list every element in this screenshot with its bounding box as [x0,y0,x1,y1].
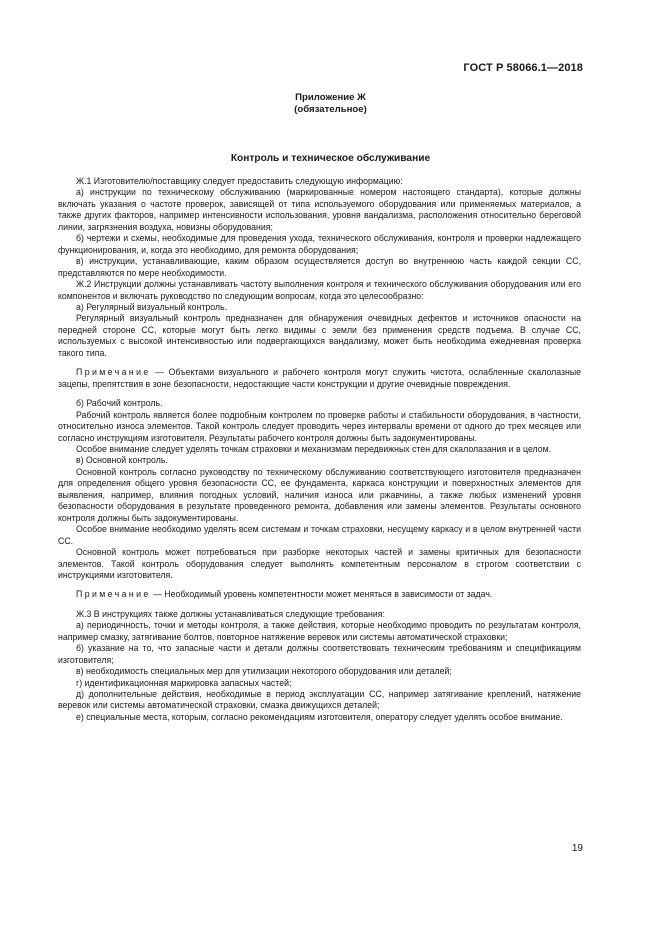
list-item-zh1-v: в) инструкции, устанавливающие, каким образом осуществляется доступ во внутреннюю часть каждой секции СС, представляются по мере необходимости. [58,256,581,278]
paragraph-disassembly: Основной контроль может потребоваться при разборке некоторых частей и замены критичных для безопасности элементов. Такой контроль оборудования следует выполнять компетентным персоналом в строгом соответствии с инструкциями изготовителя. [58,547,581,580]
note-label: Примечание [76,367,151,378]
list-item-zh1-b: б) чертежи и схемы, необходимые для проведения ухода, технического обслуживания, контроля и проверки надлежащего функционирования, и, когда это необходимо, для ремонта оборудования; [58,233,581,255]
list-item-zh1-a: а) инструкции по техническому обслуживанию (маркированные номером настоящего стандарта), которые должны включать указания о частоте проверок, зависящей от типа используемого оборудования или применяемых материалов, а также других факторов, например интенсивности использования, уровня вандализма, расположения относительно береговой линии, загрязнения воздуха, новизны оборудования; [58,187,581,232]
list-item-zh3-d: д) дополнительные действия, необходимые в период эксплуатации СС, например затягивание креплений, натяжение веревок или системы автоматической страховки, смазка движущихся деталей; [58,689,581,711]
paragraph-zh3: Ж.3 В инструкциях также должны устанавливаться следующие требования: [76,608,385,619]
list-item-zh2-b: б) Рабочий контроль. [76,398,163,409]
list-item-zh3-e: е) специальные места, которым, согласно рекомендациям изготовителя, оператору следует уделять особое внимание. [76,711,563,722]
note-2 [58,589,581,600]
annex-status: (обязательное) [294,104,367,115]
body-text [58,176,581,723]
list-item-zh2-a: а) Регулярный визуальный контроль. [76,301,228,312]
paragraph-zh1: Ж.1 Изготовителю/поставщику следует предоставить следующую информацию: [76,176,403,186]
list-item-zh3-g: г) идентификационная маркировка запасных частей; [76,677,292,688]
annex-title: Приложение Ж [295,92,366,103]
paragraph-special-attention-1: Особое внимание следует уделять точкам страховки и механизмам передвижных стен для скалолазания и в целом. [76,443,552,454]
page-number: 19 [571,843,583,854]
paragraph-main-control: Основной контроль согласно руководству по техническому обслуживанию соответствующего изготовителя предназначен для определения общего уровня безопасности СС, ее фундамента, каркаса конструкции и поверхностных элементов для выявления, например, влияния погодных условий, наличия износа или ржавчины, а также любых изменений уровня безопасности оборудования в результате проведенного ремонта, добавления или замены элементов. Результаты основного контроля должны быть задокументированы. [58,466,581,523]
note-1 [58,367,581,390]
note-text: — Объектами визуального и рабочего контроля могут служить чистота, ослабленные скалолазные зацепы, препятствия в зоне безопасности, недостающие части конструкции и другие очевидные повреждения. [58,367,581,389]
paragraph-operational-control: Рабочий контроль является более подробным контролем по проверке работы и стабильности оборудования, в частности, относительно износа элементов. Такой контроль следует проводить через интервалы времени от одного до трех месяцев или согласно инструкциям изготовителя. Результаты рабочего контроля должны быть задокументированы. [58,409,581,443]
note-label: Примечание [76,589,151,600]
standard-number: ГОСТ Р 58066.1—2018 [463,62,583,74]
list-item-zh2-v: в) Основной контроль. [76,455,168,466]
list-item-zh3-a: а) периодичность, точки и методы контроля, а также действия, которые необходимо проводить по результатам контроля, например смазку, затягивание болтов, повторное натяжение веревок или системы автоматической страховки; [58,620,581,642]
note-text: — Необходимый уровень компетентности может меняться в зависимости от задач. [150,589,493,600]
section-title: Контроль и техническое обслуживание [230,153,431,164]
list-item-zh3-v: в) необходимость специальных мер для утилизации некоторого оборудования или деталей; [76,666,452,677]
paragraph-visual-control: Регулярный визуальный контроль предназначен для обнаружения очевидных дефектов и источников опасности на передней стороне СС, которые могут быть легко видимы с земли без применения средств подъема. В случае СС, используемых с высокой интенсивностью или подвергающихся вандализму, может быть необходима ежедневная проверка такого типа. [58,313,581,358]
paragraph-special-attention-2: Особое внимание необходимо уделять всем системам и точкам страховки, несущему каркасу и в целом внутренней части СС. [58,524,581,546]
list-item-zh3-b: б) указание на то, что запасные части и детали должны соответствовать техническим требованиям и спецификациям изготовителя; [58,643,581,665]
annex-heading [0,92,661,116]
paragraph-zh2: Ж.2 Инструкции должны устанавливать частоту выполнения контроля и технического обслуживания оборудования или его компонентов и включать руководство по следующим вопросам, когда это целесообразно: [58,279,581,301]
